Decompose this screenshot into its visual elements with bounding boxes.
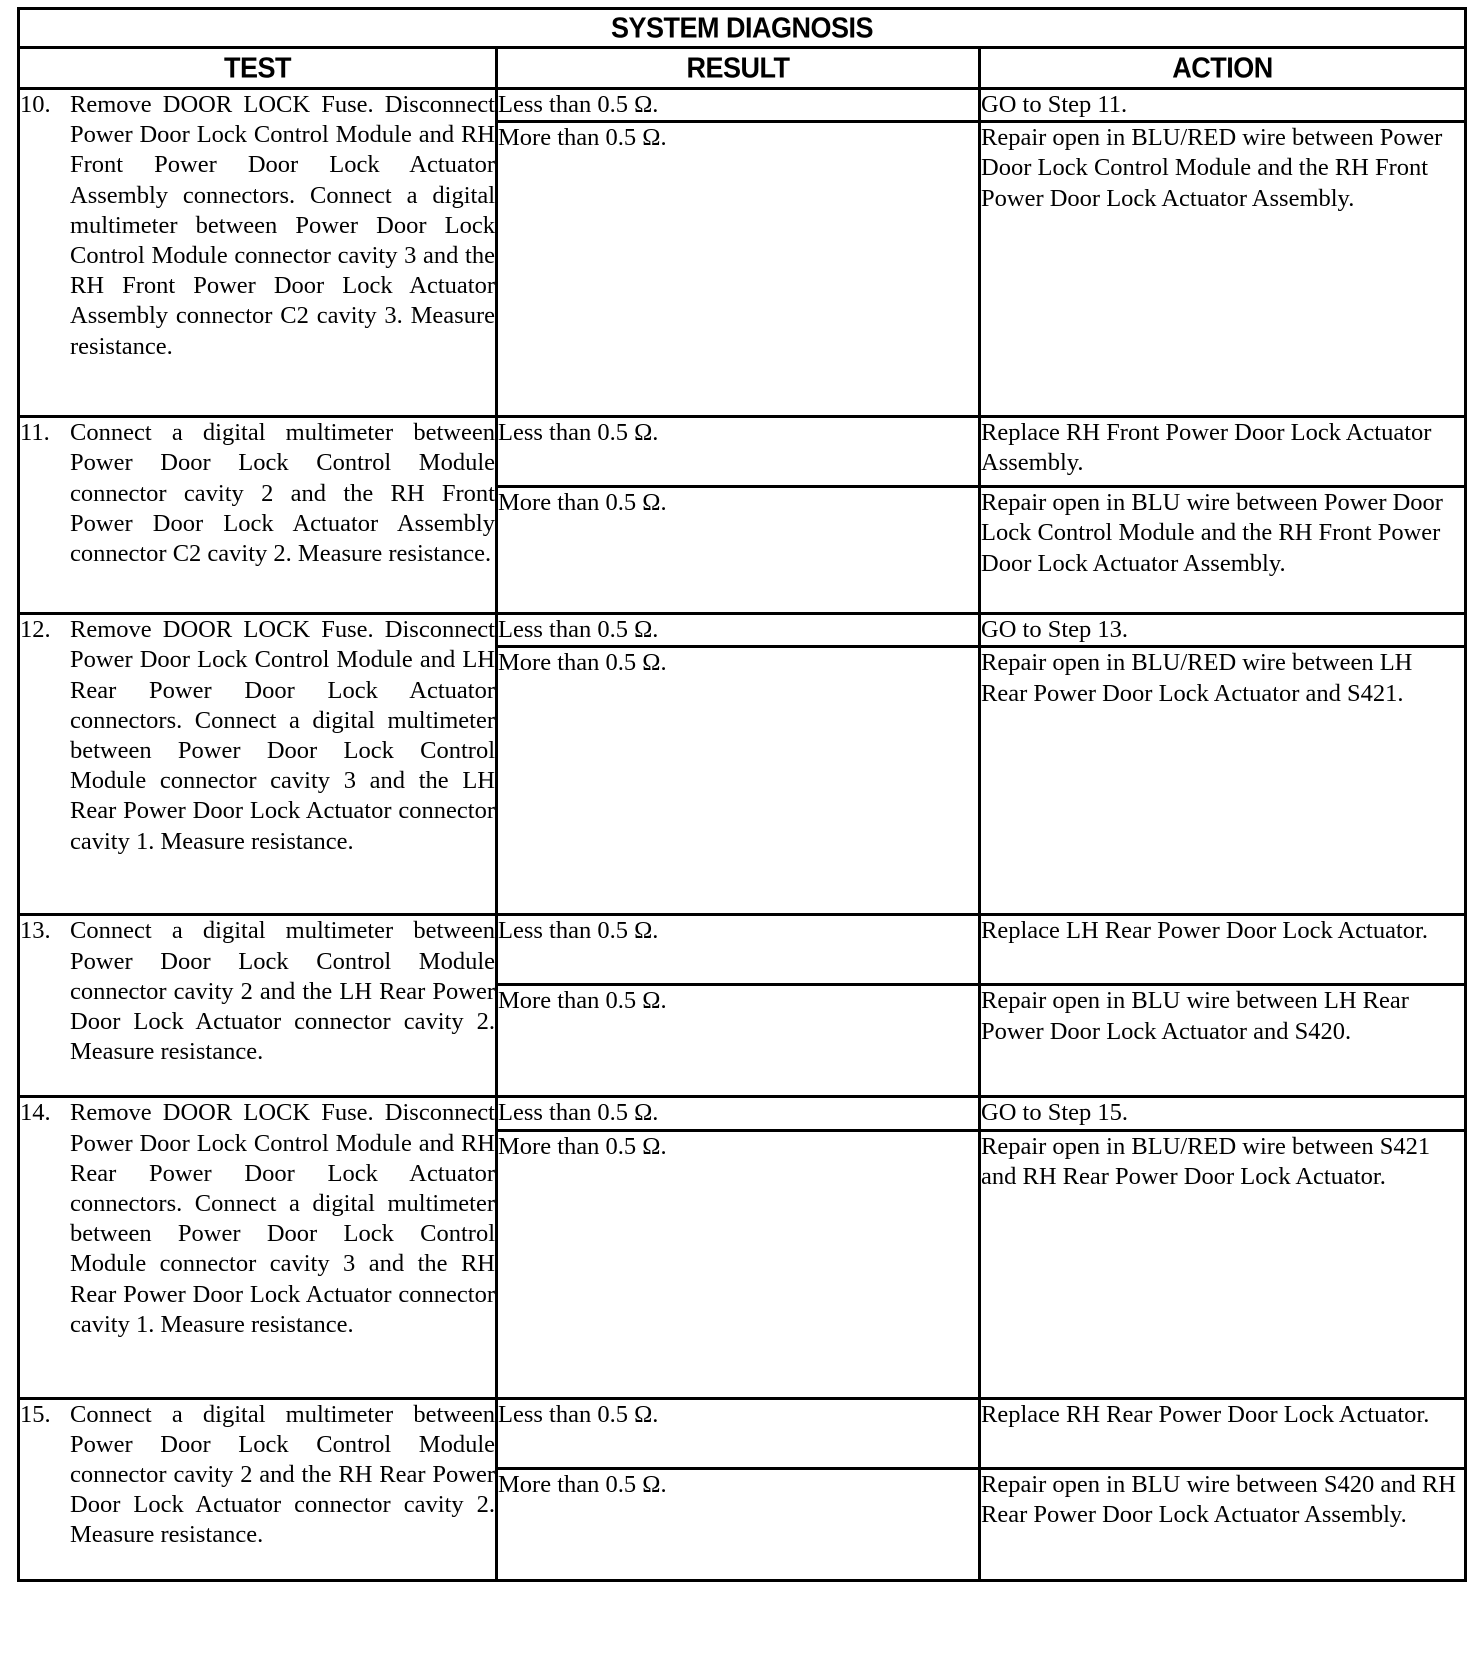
table-title: SYSTEM DIAGNOSIS (19, 8, 1466, 49)
step-number: 15. (20, 1400, 51, 1428)
step-number: 11. (20, 419, 50, 447)
action-cell: Repair open in BLU/RED wire between Power Door Lock Control Module and the RH Front Power Door Lock Actuator Assembly. (980, 122, 1466, 417)
table-row (19, 89, 1466, 122)
header-result: RESULT (497, 46, 980, 89)
table-row (19, 614, 1466, 647)
step-number: 10. (20, 91, 51, 118)
action-cell: Replace LH Rear Power Door Lock Actuator. (980, 915, 1466, 985)
result-cell: Less than 0.5 Ω. (497, 614, 980, 647)
step-number: 12. (20, 616, 51, 644)
step-number: 13. (20, 917, 51, 945)
step-number: 14. (20, 1099, 51, 1127)
result-cell: Less than 0.5 Ω. (497, 417, 980, 487)
action-cell: Repair open in BLU/RED wire between S421 and RH Rear Power Door Lock Actuator. (980, 1130, 1466, 1398)
result-cell: Less than 0.5 Ω. (497, 915, 980, 985)
test-cell (19, 89, 497, 417)
action-cell: Repair open in BLU/RED wire between LH Rear Power Door Lock Actuator and S421. (980, 647, 1466, 915)
test-text: Remove DOOR LOCK Fuse. Disconnect Power Door Lock Control Module and RH Rear Power Door Lock Actuator connectors. Connect a digital multimeter between Power Door Lock Control Module connector cavity 3 and the RH Rear Power Door Lock Actuator connector cavity 1. Measure resistance. (70, 1099, 495, 1338)
result-cell: More than 0.5 Ω. (497, 985, 980, 1097)
system-diagnosis-table (17, 7, 1467, 1582)
result-cell: More than 0.5 Ω. (497, 1468, 980, 1580)
test-cell (19, 417, 497, 614)
result-cell: More than 0.5 Ω. (497, 122, 980, 417)
header-test: TEST (19, 46, 497, 89)
table-row (19, 915, 1466, 985)
test-text: Remove DOOR LOCK Fuse. Disconnect Power Door Lock Control Module and LH Rear Power Door Lock Actuator connectors. Connect a digital multimeter between Power Door Lock Control Module connector cavity 3 and the LH Rear Power Door Lock Actuator connector cavity 1. Measure resistance. (70, 616, 495, 855)
table-row (19, 1097, 1466, 1130)
result-cell: More than 0.5 Ω. (497, 1130, 980, 1398)
header-action: ACTION (980, 46, 1466, 89)
table-row (19, 1398, 1466, 1468)
result-cell: Less than 0.5 Ω. (497, 1097, 980, 1130)
result-cell: Less than 0.5 Ω. (497, 1398, 980, 1468)
test-text: Connect a digital multimeter between Power Door Lock Control Module connector cavity 2 and the RH Rear Power Door Lock Actuator connector cavity 2. Measure resistance. (70, 1400, 495, 1549)
action-cell: Replace RH Rear Power Door Lock Actuator. (980, 1398, 1466, 1468)
test-cell (19, 1097, 497, 1398)
test-text: Connect a digital multimeter between Power Door Lock Control Module connector cavity 2 and the RH Front Power Door Lock Actuator Assembly connector C2 cavity 2. Measure resistance. (70, 419, 495, 568)
table-row (19, 417, 1466, 487)
result-cell: More than 0.5 Ω. (497, 647, 980, 915)
action-cell: GO to Step 11. (980, 89, 1466, 122)
result-cell: Less than 0.5 Ω. (497, 89, 980, 122)
result-cell: More than 0.5 Ω. (497, 487, 980, 614)
test-cell (19, 614, 497, 915)
test-cell (19, 915, 497, 1097)
action-cell: Repair open in BLU wire between LH Rear Power Door Lock Actuator and S420. (980, 985, 1466, 1097)
test-text: Connect a digital multimeter between Power Door Lock Control Module connector cavity 2 and the LH Rear Power Door Lock Actuator connector cavity 2. Measure resistance. (70, 917, 495, 1066)
action-cell: GO to Step 15. (980, 1097, 1466, 1130)
action-cell: Repair open in BLU wire between Power Door Lock Control Module and the RH Front Power Door Lock Actuator Assembly. (980, 487, 1466, 614)
action-cell: GO to Step 13. (980, 614, 1466, 647)
test-cell (19, 1398, 497, 1580)
test-text: Remove DOOR LOCK Fuse. Disconnect Power Door Lock Control Module and RH Front Power Door Lock Actuator Assembly connectors. Connect a digital multimeter between Power Door Lock Control Module connector cavity 3 and the RH Front Power Door Lock Actuator Assembly connector C2 cavity 3. Measure resistance. (70, 91, 495, 360)
action-cell: Repair open in BLU wire between S420 and RH Rear Power Door Lock Actuator Assembly. (980, 1468, 1466, 1580)
action-cell: Replace RH Front Power Door Lock Actuator Assembly. (980, 417, 1466, 487)
